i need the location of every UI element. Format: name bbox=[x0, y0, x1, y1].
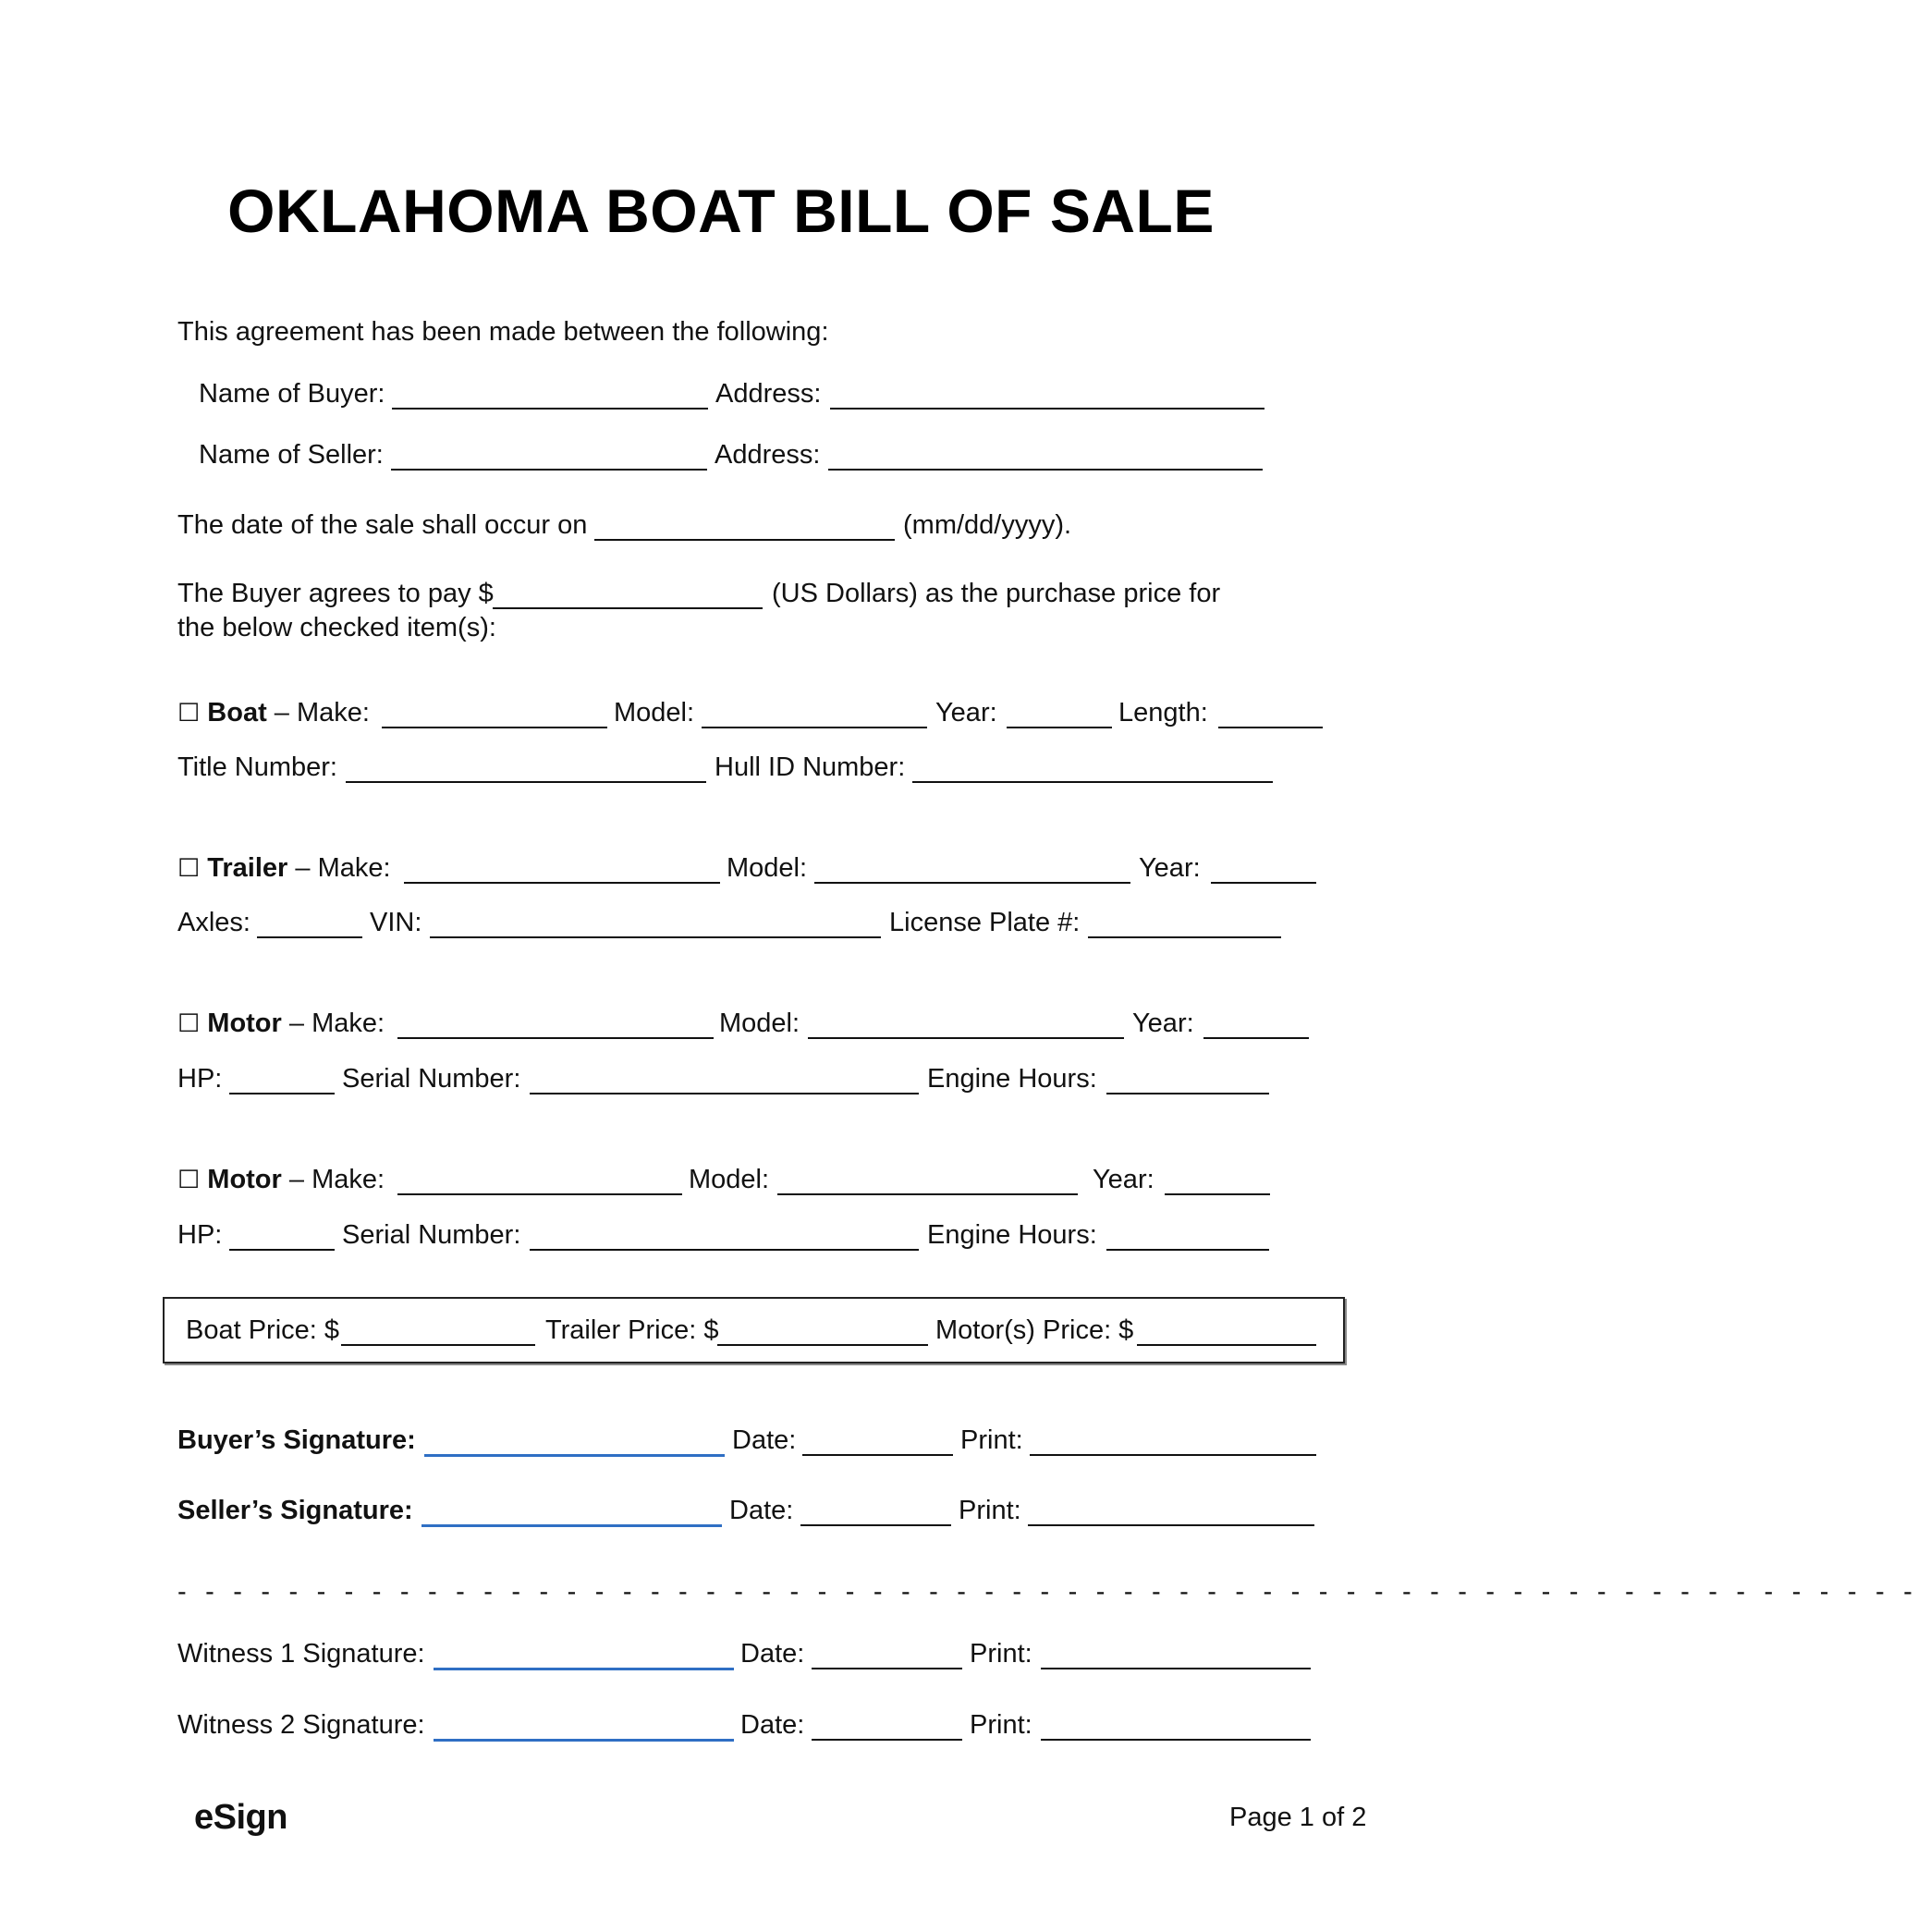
buyer-signature-field[interactable] bbox=[424, 1454, 725, 1457]
seller-print-field[interactable] bbox=[1028, 1524, 1314, 1526]
seller-signature-field[interactable] bbox=[421, 1524, 722, 1527]
buyer-date-label: Date: bbox=[732, 1425, 797, 1455]
motor1-model-label: Model: bbox=[719, 1009, 800, 1038]
boat-year-field[interactable] bbox=[1007, 727, 1112, 728]
motor1-header bbox=[177, 1007, 385, 1041]
trailer-model-label: Model: bbox=[727, 853, 808, 883]
motor2-hours-field[interactable] bbox=[1106, 1249, 1269, 1251]
boat-model-label: Model: bbox=[614, 698, 695, 728]
witness1-date-label: Date: bbox=[740, 1639, 805, 1669]
seller-name-label: Name of Seller: bbox=[199, 440, 384, 470]
witness2-date-label: Date: bbox=[740, 1710, 805, 1740]
buyer-name-label: Name of Buyer: bbox=[199, 379, 385, 409]
buyer-address-field[interactable] bbox=[830, 408, 1264, 410]
witness1-print-label: Print: bbox=[970, 1639, 1032, 1669]
witness1-print-field[interactable] bbox=[1041, 1668, 1311, 1669]
document-title: OKLAHOMA BOAT BILL OF SALE bbox=[227, 177, 1215, 245]
boat-label: Boat bbox=[207, 698, 267, 728]
motor1-hours-label: Engine Hours: bbox=[927, 1064, 1097, 1094]
payment-prefix: The Buyer agrees to pay $ bbox=[177, 579, 494, 608]
buyer-name-field[interactable] bbox=[392, 408, 708, 410]
trailer-price-field[interactable] bbox=[717, 1344, 928, 1346]
boat-length-field[interactable] bbox=[1218, 727, 1323, 728]
boat-year-label: Year: bbox=[935, 698, 997, 728]
hull-id-field[interactable] bbox=[912, 781, 1273, 783]
motor1-make-field[interactable] bbox=[397, 1037, 714, 1039]
motor2-checkbox-icon[interactable]: ☐ bbox=[177, 1166, 201, 1194]
motor1-hours-field[interactable] bbox=[1106, 1093, 1269, 1094]
seller-name-field[interactable] bbox=[391, 469, 707, 471]
motor2-hours-label: Engine Hours: bbox=[927, 1220, 1097, 1250]
title-number-label: Title Number: bbox=[177, 752, 337, 782]
seller-address-field[interactable] bbox=[828, 469, 1263, 471]
motors-price-field[interactable] bbox=[1137, 1344, 1316, 1346]
motor2-serial-field[interactable] bbox=[530, 1249, 919, 1251]
purchase-price-field[interactable] bbox=[493, 607, 763, 609]
buyer-date-field[interactable] bbox=[802, 1454, 953, 1456]
axles-field[interactable] bbox=[257, 936, 362, 938]
witness2-print-label: Print: bbox=[970, 1710, 1032, 1740]
motor2-serial-label: Serial Number: bbox=[342, 1220, 521, 1250]
motor2-make-field[interactable] bbox=[397, 1193, 682, 1195]
seller-date-field[interactable] bbox=[800, 1524, 951, 1526]
motor1-year-field[interactable] bbox=[1203, 1037, 1309, 1039]
sale-date-field[interactable] bbox=[594, 539, 895, 541]
witness2-print-field[interactable] bbox=[1041, 1739, 1311, 1741]
vin-field[interactable] bbox=[430, 936, 881, 938]
payment-suffix: (US Dollars) as the purchase price for bbox=[772, 579, 1221, 608]
sale-date-prefix: The date of the sale shall occur on bbox=[177, 510, 588, 540]
dash: – bbox=[288, 1009, 305, 1038]
boat-price-label: Boat Price: $ bbox=[186, 1315, 340, 1345]
motor2-model-label: Model: bbox=[689, 1165, 770, 1194]
witness1-signature-label: Witness 1 Signature: bbox=[177, 1639, 425, 1669]
witness1-signature-field[interactable] bbox=[434, 1668, 734, 1670]
axles-label: Axles: bbox=[177, 908, 250, 937]
witness2-signature-label: Witness 2 Signature: bbox=[177, 1710, 425, 1740]
dashed-separator: - - - - - - - - - - - - - - - - - - - - - - - - - - - - - - - - - - - - - - - - - - - - - - - - - - - - - - - - - - - - - - - bbox=[177, 1577, 1918, 1607]
license-plate-label: License Plate #: bbox=[889, 908, 1081, 937]
hull-id-label: Hull ID Number: bbox=[715, 752, 906, 782]
payment-line2: the below checked item(s): bbox=[177, 613, 496, 642]
seller-print-label: Print: bbox=[959, 1496, 1021, 1525]
witness2-date-field[interactable] bbox=[812, 1739, 962, 1741]
seller-address-label: Address: bbox=[715, 440, 821, 470]
vin-label: VIN: bbox=[370, 908, 422, 937]
dash: – bbox=[288, 1165, 305, 1194]
motor2-hp-label: HP: bbox=[177, 1220, 223, 1250]
boat-make-field[interactable] bbox=[382, 727, 607, 728]
boat-price-field[interactable] bbox=[341, 1344, 535, 1346]
intro-text: This agreement has been made between the following: bbox=[177, 317, 829, 347]
buyer-signature-label: Buyer’s Signature: bbox=[177, 1425, 416, 1455]
motor2-label: Motor bbox=[207, 1165, 282, 1194]
boat-checkbox-icon[interactable]: ☐ bbox=[177, 699, 201, 728]
boat-length-label: Length: bbox=[1118, 698, 1208, 728]
witness2-signature-field[interactable] bbox=[434, 1739, 734, 1742]
motor1-label: Motor bbox=[207, 1009, 282, 1038]
motor2-model-field[interactable] bbox=[777, 1193, 1078, 1195]
price-box bbox=[163, 1297, 1345, 1363]
motors-price-label: Motor(s) Price: $ bbox=[935, 1315, 1134, 1345]
motor2-header bbox=[177, 1163, 385, 1197]
license-plate-field[interactable] bbox=[1088, 936, 1281, 938]
dash: – bbox=[274, 698, 289, 728]
trailer-year-label: Year: bbox=[1139, 853, 1201, 883]
sale-date-suffix: (mm/dd/yyyy). bbox=[903, 510, 1072, 540]
motor1-model-field[interactable] bbox=[808, 1037, 1124, 1039]
witness1-date-field[interactable] bbox=[812, 1668, 962, 1669]
motor1-serial-field[interactable] bbox=[530, 1093, 919, 1094]
motor2-make-label: Make: bbox=[312, 1165, 385, 1194]
trailer-model-field[interactable] bbox=[814, 882, 1130, 884]
trailer-header bbox=[177, 851, 391, 886]
motor1-make-label: Make: bbox=[312, 1009, 385, 1038]
motor2-hp-field[interactable] bbox=[229, 1249, 335, 1251]
buyer-address-label: Address: bbox=[715, 379, 822, 409]
buyer-print-field[interactable] bbox=[1030, 1454, 1316, 1456]
boat-model-field[interactable] bbox=[702, 727, 927, 728]
trailer-price-label: Trailer Price: $ bbox=[545, 1315, 719, 1345]
trailer-checkbox-icon[interactable]: ☐ bbox=[177, 854, 201, 883]
motor2-year-label: Year: bbox=[1093, 1165, 1154, 1194]
motor1-hp-field[interactable] bbox=[229, 1093, 335, 1094]
trailer-make-field[interactable] bbox=[404, 882, 720, 884]
motor1-hp-label: HP: bbox=[177, 1064, 223, 1094]
dash: – bbox=[295, 853, 311, 883]
seller-date-label: Date: bbox=[729, 1496, 794, 1525]
trailer-label: Trailer bbox=[207, 853, 288, 883]
boat-header bbox=[177, 696, 370, 730]
motor2-year-field[interactable] bbox=[1165, 1193, 1270, 1195]
motor1-checkbox-icon[interactable]: ☐ bbox=[177, 1009, 201, 1038]
motor1-year-label: Year: bbox=[1132, 1009, 1194, 1038]
title-number-field[interactable] bbox=[346, 781, 706, 783]
trailer-year-field[interactable] bbox=[1211, 882, 1316, 884]
page-number: Page 1 of 2 bbox=[1229, 1803, 1367, 1832]
trailer-make-label: Make: bbox=[317, 853, 391, 883]
seller-signature-label: Seller’s Signature: bbox=[177, 1496, 413, 1525]
boat-make-label: Make: bbox=[297, 698, 370, 728]
esign-logo: eSign bbox=[194, 1798, 287, 1837]
buyer-print-label: Print: bbox=[960, 1425, 1023, 1455]
motor1-serial-label: Serial Number: bbox=[342, 1064, 521, 1094]
